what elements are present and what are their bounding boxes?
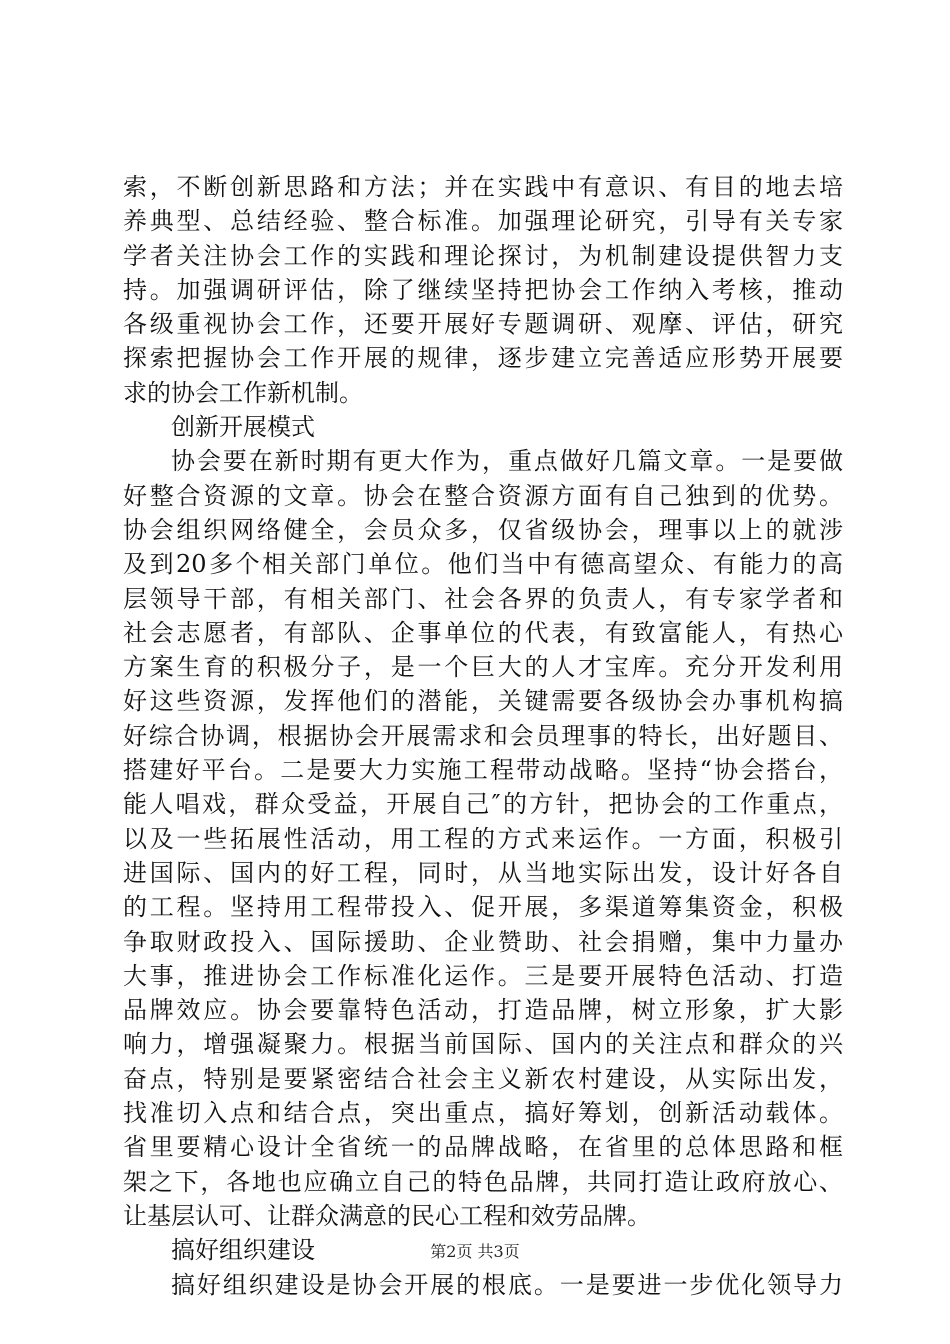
text-line: 响力，增强凝聚力。根据当前国际、国内的关注点和群众的兴 [123,1030,843,1059]
body-text [123,170,843,1302]
page-footer: 第2页 共3页 [430,1242,520,1261]
text-line: 索，不断创新思路和方法；并在实践中有意识、有目的地去培 [123,173,843,201]
text-line: 持。加强调研评估，除了继续坚持把协会工作纳入考核，推动 [123,275,843,304]
text-line: 好这些资源，发挥他们的潜能，关键需要各级协会办事机构搞 [123,687,843,716]
section-heading: 搞好组织建设 [171,1236,315,1265]
text-line: 能人唱戏，群众受益，开展自己″的方针，把协会的工作重点， [123,790,843,819]
text-line: 好整合资源的文章。协会在整合资源方面有自己独到的优势。 [123,481,843,510]
text-line: 奋点，特别是要紧密结合社会主义新农村建设，从实际出发， [123,1064,843,1093]
text-line: 层领导干部，有相关部门、社会各界的负责人，有专家学者和 [123,584,843,613]
text-line: 协会要在新时期有更大作为，重点做好几篇文章。一是要做 [171,447,843,476]
text-line: 品牌效应。协会要靠特色活动，打造品牌，树立形象，扩大影 [123,996,843,1025]
text-line: 探索把握协会工作开展的规律，逐步建立完善适应形势开展要 [123,344,843,373]
text-line: 学者关注协会工作的实践和理论探讨，为机制建设提供智力支 [123,241,843,270]
text-line: 各级重视协会工作，还要开展好专题调研、观摩、评估，研究 [123,310,843,339]
text-line: 大事，推进协会工作标准化运作。三是要开展特色活动、打造 [123,961,843,990]
text-line: 以及一些拓展性活动，用工程的方式来运作。一方面，积极引 [123,824,843,853]
text-line: 省里要精心设计全省统一的品牌战略，在省里的总体思路和框 [123,1133,843,1162]
text-line: 搞好组织建设是协会开展的根底。一是要进一步优化领导力 [171,1270,843,1299]
text-line: 协会组织网络健全，会员众多，仅省级协会，理事以上的就涉 [123,515,843,544]
text-line: 的工程。坚持用工程带投入、促开展，多渠道筹集资金，积极 [123,893,843,922]
text-line: 争取财政投入、国际援助、企业赞助、社会捐赠，集中力量办 [123,927,843,956]
section-heading: 创新开展模式 [171,413,315,442]
text-line: 社会志愿者，有部队、企事单位的代表，有致富能人，有热心 [123,618,843,647]
text-line: 架之下，各地也应确立自己的特色品牌，共同打造让政府放心、 [123,1167,843,1196]
text-line: 让基层认可、让群众满意的民心工程和效劳品牌。 [123,1201,651,1230]
text-line: 及到20多个相关部门单位。他们当中有德高望众、有能力的高 [123,550,843,579]
text-line: 养典型、总结经验、整合标准。加强理论研究，引导有关专家 [123,207,843,236]
text-line: 求的协会工作新机制。 [123,378,363,407]
text-line: 好综合协调，根据协会开展需求和会员理事的特长，出好题目、 [123,721,843,750]
text-line: 搭建好平台。二是要大力实施工程带动战略。坚持“协会搭台， [123,756,843,785]
text-line: 方案生育的积极分子，是一个巨大的人才宝库。充分开发利用 [123,653,843,682]
text-line: 进国际、国内的好工程，同时，从当地实际出发，设计好各自 [123,858,843,887]
text-line: 找准切入点和结合点，突出重点，搞好筹划，创新活动载体。 [123,1099,843,1128]
